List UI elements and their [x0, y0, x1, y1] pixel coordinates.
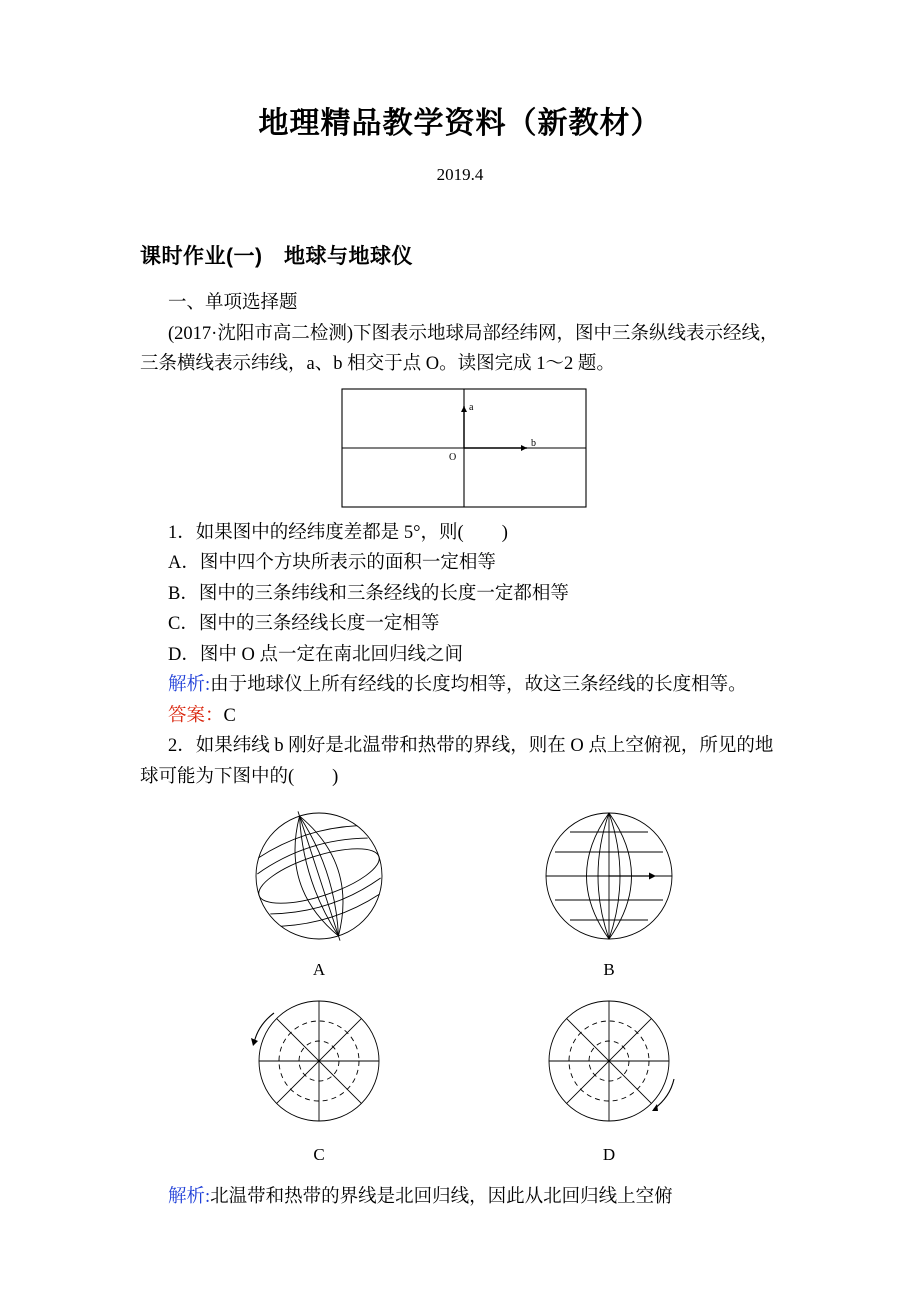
q2-body: 如果纬线 b 刚好是北温带和热带的界线，则在 O 点上空俯视，所见的地球可能为下图中的( — [140, 736, 774, 787]
option-b: B．图中的三条纬线和三条经线的长度一定都相等 — [168, 583, 569, 604]
globe-b-svg — [524, 806, 694, 946]
part-heading: 一、单项选择题 — [168, 293, 298, 313]
analysis-label: 解析: — [168, 675, 211, 695]
globe-d-svg — [524, 991, 694, 1131]
globe-label-c: C — [313, 1144, 325, 1164]
question-2-analysis — [140, 1182, 788, 1213]
question-1-text — [140, 518, 788, 549]
option-a: A．图中四个方块所表示的面积一定相等 — [168, 553, 496, 573]
analysis-text: 由于地球仪上所有经线的长度均相等，故这三条经线的长度相等。 — [210, 675, 747, 695]
q1-close: ) — [501, 522, 508, 543]
globe-label-b: B — [603, 959, 615, 979]
analysis-label-2: 解析: — [168, 1187, 211, 1207]
figure-label-b: b — [531, 437, 536, 449]
answer-text: C — [223, 705, 236, 726]
question-2-text — [140, 731, 788, 792]
analysis-text-2: 北温带和热带的界线是北回归线，因此从北回归线上空俯 — [210, 1187, 673, 1207]
globe-label-a: A — [312, 959, 326, 979]
q1-number: 1． — [168, 522, 196, 543]
answer-label: 答案： — [168, 705, 224, 726]
globe-cell-c — [204, 991, 434, 1170]
question-1-options — [140, 548, 788, 670]
figure-label-o: O — [449, 451, 457, 463]
question-1-answer — [140, 701, 788, 732]
q2-number: 2． — [168, 736, 196, 756]
page-date: 2019.4 — [436, 165, 484, 184]
globe-cell-d — [494, 991, 724, 1170]
globe-row-bottom — [140, 991, 788, 1170]
globe-row-top — [140, 806, 788, 985]
question-stem: (2017·沈阳市高二检测)下图表示地球局部经纬网，图中三条纵线表示经线，三条横线表示纬线，a、b 相交于点 O。读图完成 1～2 题。 — [140, 323, 779, 374]
globe-a-svg — [234, 806, 404, 946]
grid-figure — [140, 388, 788, 508]
globe-cell-a — [204, 806, 434, 985]
option-c: C．图中的三条经线长度一定相等 — [168, 614, 440, 634]
page-title: 地理精品教学资料（新教材） — [258, 107, 662, 140]
globe-c-svg — [234, 991, 404, 1131]
q2-close: ) — [332, 766, 339, 787]
option-d: D．图中 O 点一定在南北回归线之间 — [168, 644, 463, 665]
section-title: 课时作业(一) 地球与地球仪 — [140, 245, 413, 268]
globe-cell-b — [494, 806, 724, 985]
document-content — [140, 288, 788, 1213]
lat-lon-grid-svg — [341, 388, 587, 508]
globe-label-d: D — [602, 1144, 616, 1164]
q1-body: 如果图中的经纬度差都是 5°，则( — [195, 522, 464, 543]
globe-figure-group — [140, 806, 788, 1170]
question-1-analysis — [140, 670, 788, 701]
figure-label-a: a — [469, 401, 474, 413]
